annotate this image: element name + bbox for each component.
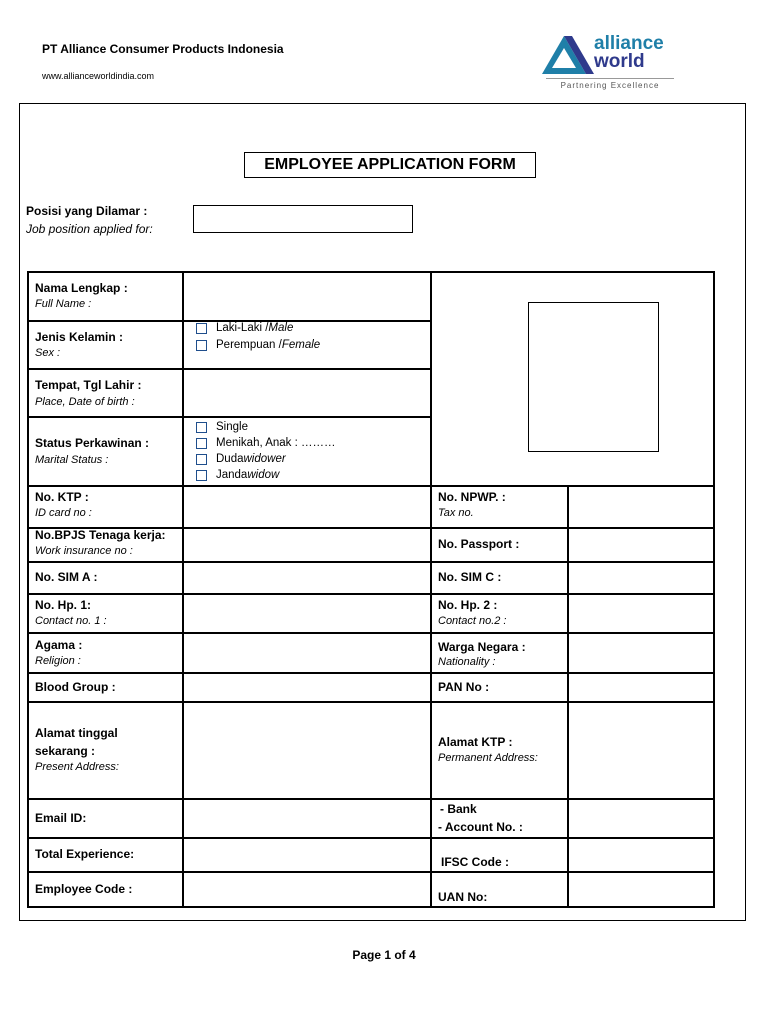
ktp-label: No. KTP :: [35, 490, 89, 504]
total-experience-input[interactable]: [185, 839, 428, 871]
company-logo: [540, 30, 680, 94]
sim-a-label: No. SIM A :: [35, 570, 98, 584]
checkbox-icon[interactable]: [196, 323, 207, 334]
birth-sublabel: Place, Date of birth :: [35, 396, 135, 408]
email-input[interactable]: [185, 800, 428, 836]
position-label: Posisi yang Dilamar :: [26, 204, 148, 218]
table-row-line: [27, 485, 715, 487]
logo-tagline: Partnering Excellence: [560, 81, 660, 90]
sex-label: Jenis Kelamin :: [35, 330, 124, 344]
religion-label: Agama :: [35, 638, 83, 652]
table-col-line-1: [182, 271, 184, 908]
company-name: PT Alliance Consumer Products Indonesia: [42, 42, 284, 56]
blood-group-input[interactable]: [185, 674, 428, 700]
bpjs-input[interactable]: [185, 529, 428, 559]
present-address-label-line2: sekarang :: [35, 744, 96, 758]
passport-label: No. Passport :: [438, 537, 520, 551]
marital-label: Status Perkawinan :: [35, 436, 150, 450]
bpjs-label: No.BPJS Tenaga kerja:: [35, 528, 166, 542]
hp1-sublabel: Contact no. 1 :: [35, 615, 107, 627]
marital-sublabel: Marital Status :: [35, 454, 109, 466]
present-address-input[interactable]: [185, 703, 428, 797]
religion-sublabel: Religion :: [35, 655, 81, 667]
pan-input[interactable]: [570, 674, 712, 700]
bank-account-input[interactable]: [570, 800, 712, 836]
checkbox-icon[interactable]: [196, 454, 207, 465]
permanent-address-sublabel: Permanent Address:: [438, 752, 538, 764]
employee-code-input[interactable]: [185, 873, 428, 905]
logo-word-world: world: [594, 51, 645, 72]
sex-option-male[interactable]: [196, 322, 293, 334]
checkbox-icon[interactable]: [196, 438, 207, 449]
page-number: Page 1 of 4: [352, 948, 416, 962]
marital-option-widower-english: widower: [243, 453, 286, 465]
company-website: www.allianceworldindia.com: [42, 71, 155, 81]
sex-option-female-label: Perempuan /: [216, 339, 282, 351]
nationality-input[interactable]: [570, 634, 712, 670]
hp2-input[interactable]: [570, 595, 712, 631]
sim-c-input[interactable]: [570, 563, 712, 591]
full-name-input[interactable]: [185, 273, 428, 319]
table-border-bottom: [27, 906, 715, 908]
ktp-input[interactable]: [185, 488, 428, 526]
sex-option-female-english: Female: [281, 339, 321, 351]
blood-group-label: Blood Group :: [35, 680, 116, 694]
marital-option-married-label: Menikah, Anak : ………: [216, 437, 336, 449]
total-experience-label: Total Experience:: [35, 847, 135, 861]
marital-option-single-label: Single: [216, 421, 248, 433]
birth-label: Tempat, Tgl Lahir :: [35, 378, 142, 392]
form-title: EMPLOYEE APPLICATION FORM: [244, 152, 536, 178]
hp2-label: No. Hp. 2 :: [438, 598, 498, 612]
logo-word-alliance: alliance: [594, 33, 664, 54]
account-number-label: - Account No. :: [438, 820, 523, 834]
position-input[interactable]: [193, 205, 413, 233]
permanent-address-label: Alamat KTP :: [438, 735, 513, 749]
table-col-line-3: [567, 485, 569, 908]
position-sublabel: Job position applied for:: [26, 222, 153, 236]
nationality-sublabel: Nationality :: [438, 656, 496, 668]
sex-sublabel: Sex :: [35, 347, 61, 359]
marital-option-widow[interactable]: [196, 469, 279, 481]
checkbox-icon[interactable]: [196, 340, 207, 351]
table-border-right: [713, 271, 715, 908]
table-row-line: [27, 416, 432, 418]
pan-label: PAN No :: [438, 680, 490, 694]
nationality-label: Warga Negara :: [438, 640, 526, 654]
birth-input[interactable]: [185, 370, 428, 416]
checkbox-icon[interactable]: [196, 470, 207, 481]
bpjs-sublabel: Work insurance no :: [35, 545, 133, 557]
logo-triangle-icon: [542, 34, 594, 78]
hp1-input[interactable]: [185, 595, 428, 631]
table-col-line-2: [430, 271, 432, 908]
logo-divider: [546, 78, 674, 79]
marital-option-widower-label: Duda: [216, 453, 244, 465]
full-name-sublabel: Full Name :: [35, 298, 92, 310]
sim-c-label: No. SIM C :: [438, 570, 502, 584]
religion-input[interactable]: [185, 634, 428, 670]
permanent-address-input[interactable]: [570, 703, 712, 797]
employee-code-label: Employee Code :: [35, 882, 133, 896]
sim-a-input[interactable]: [185, 563, 428, 591]
marital-option-married[interactable]: [196, 437, 336, 449]
hp1-label: No. Hp. 1:: [35, 598, 91, 612]
ktp-sublabel: ID card no :: [35, 507, 92, 519]
uan-input[interactable]: [570, 873, 712, 905]
bank-label: - Bank: [440, 802, 477, 816]
marital-option-widow-english: widow: [247, 469, 280, 481]
present-address-sublabel: Present Address:: [35, 761, 119, 773]
photo-box[interactable]: [528, 302, 659, 452]
npwp-input[interactable]: [570, 488, 712, 526]
uan-label: UAN No:: [438, 890, 488, 904]
marital-option-widower[interactable]: [196, 453, 286, 465]
ifsc-label: IFSC Code :: [441, 855, 509, 869]
sex-option-male-english: Male: [268, 322, 294, 334]
ifsc-input[interactable]: [570, 839, 712, 871]
npwp-label: No. NPWP. :: [438, 490, 506, 504]
sex-option-female[interactable]: [196, 339, 320, 351]
full-name-label: Nama Lengkap :: [35, 281, 128, 295]
passport-input[interactable]: [570, 529, 712, 559]
email-label: Email ID:: [35, 811, 87, 825]
present-address-label-line1: Alamat tinggal: [35, 726, 118, 740]
hp2-sublabel: Contact no.2 :: [438, 615, 507, 627]
marital-option-widow-label: Janda: [216, 469, 248, 481]
npwp-sublabel: Tax no.: [438, 507, 474, 519]
marital-option-single[interactable]: [196, 421, 248, 433]
sex-option-male-label: Laki-Laki /: [216, 322, 269, 334]
table-border-left: [27, 271, 29, 908]
checkbox-icon[interactable]: [196, 422, 207, 433]
